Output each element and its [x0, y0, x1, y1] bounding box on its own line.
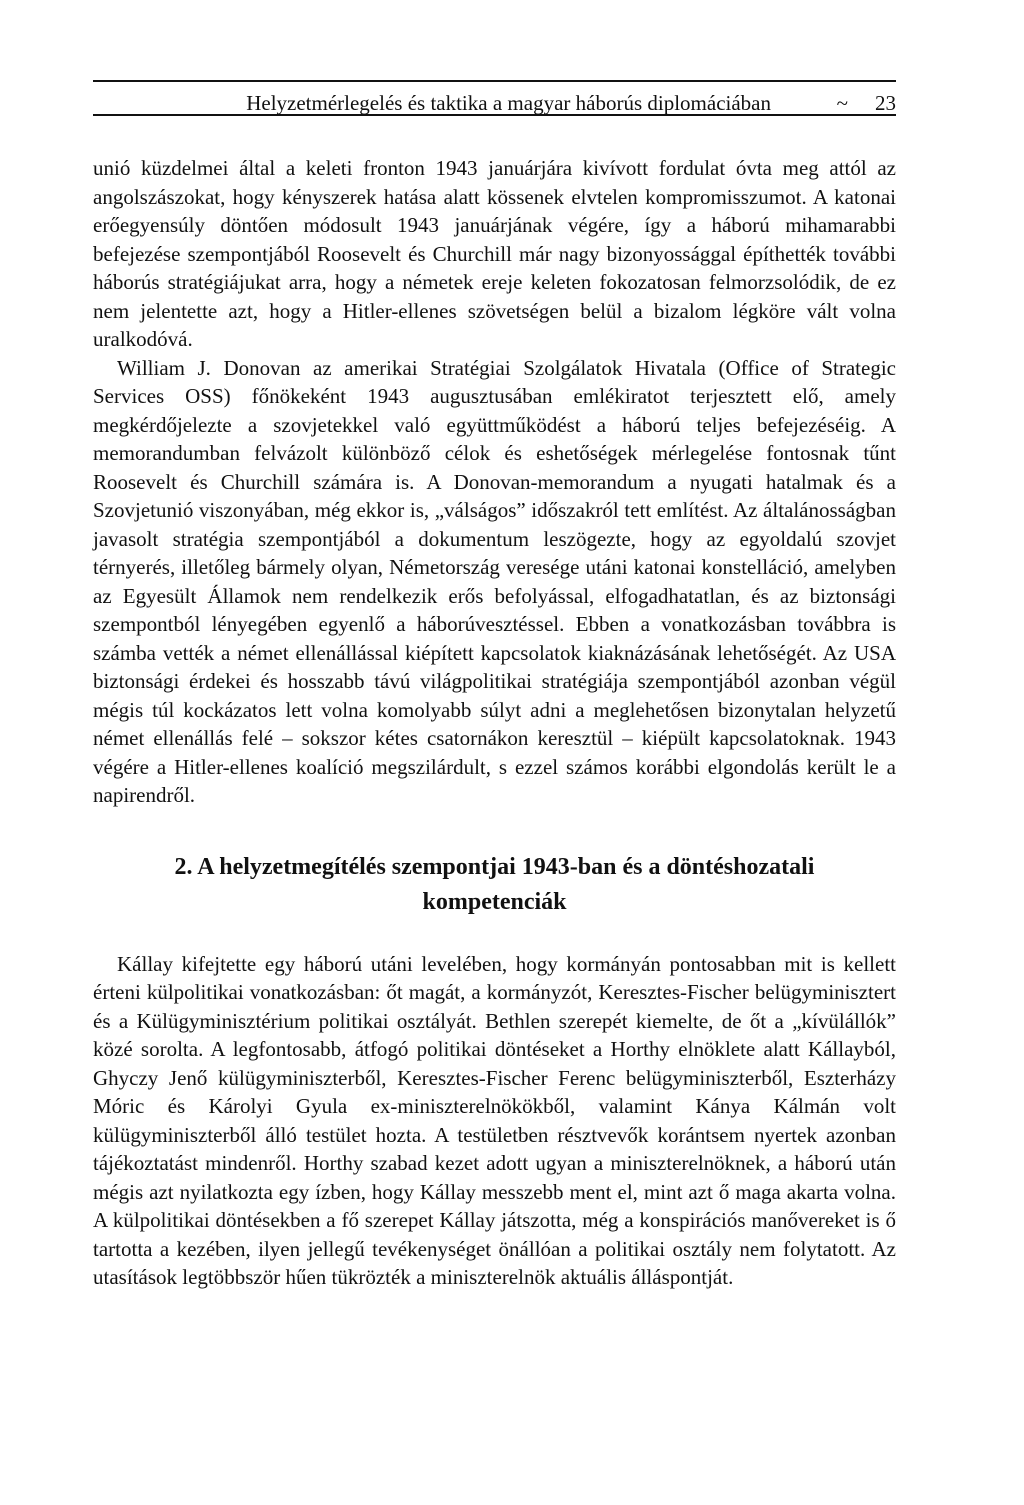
section-heading: 2. A helyzetmegítélés szempontjai 1943-ban és a döntéshozatali kompetenciák — [174, 853, 815, 915]
paragraph-1: unió küzdelmei által a keleti fronton 1943 januárjára kivívott fordulat óvta meg attól az angolszászokat, hogy kényszerek hatása alatt kössenek elvtelen kompromisszumot. A katonai erőegyensúly döntően módosult 1943 januárjának végére, így a háború mihamarabbi befejezése szempontjából Roosevelt és Churchill már nagy bizonyossággal építhették további háborús stratégiájukat arra, hogy a németek ereje keleten fokozatosan felmorzsolódik, de ez nem jelentette azt, hogy a Hitler-ellenes szövetségen belül a bizalom légköre vált volna uralkodóvá. — [93, 156, 896, 351]
body-text — [93, 154, 896, 1292]
page-number: 23 — [875, 91, 896, 115]
paragraph-2: William J. Donovan az amerikai Stratégiai Szolgálatok Hivatala (Office of Strategic Services OSS) főnökeként 1943 augusztusában emlékiratot terjesztett elő, amely megkérdőjelezte a szovjetekkel való együttműködést a háború teljes befejezéséig. A memorandumban felvázolt különböző célok és eshetőségek mérlegelése fontosnak tűnt Roosevelt és Churchill számára is. A Donovan-memorandum a nyugati hatalmak és a Szovjetunió viszonyában, még ekkor is, „válságos” időszakról tett említést. Az általánosságban javasolt stratégia szempontjából a dokumentum leszögezte, hogy az egyoldalú szovjet térnyerés, illetőleg bármely olyan, Németország veresége utáni katonai konstelláció, amelyben az Egyesült Államok nem rendelkezik erős befolyással, elfogadhatatlan, és az biztonsági szempontból lényegében egyenlő a háborúvesztéssel. Ebben a vonatkozásban továbbra is számba vették a német ellenállással kiépített kapcsolatok kiaknázásának lehetőségét. Az USA biztonsági érdekei és hosszabb távú világpolitikai stratégiája szempontjából azonban végül mégis túl kockázatos lett volna komolyabb súlyt adni a meglehetősen bizonytalan helyzetű német ellenállás felé – sokszor kétes csatornákon keresztül – kiépült kapcsolatoknak. 1943 végére a Hitler-ellenes koalíció megszilárdult, s ezzel számos korábbi elgondolás került le a napirendről. — [93, 355, 896, 807]
paragraph-3: Kállay kifejtette egy háború utáni levelében, hogy kormányán pontosabban mit is kellett érteni külpolitikai vonatkozásban: őt magát, a kormányzót, Keresztes-Fischer belügyminisztert és a Külügyminisztérium politikai osztályát. Bethlen szerepét kiemelte, de őt a „kívülállók” közé sorolta. A legfontosabb, átfogó politikai döntéseket a Horthy elnöklete alatt Kállayból, Ghyczy Jenő külügyminiszterből, Keresztes-Fischer Ferenc belügyminiszterből, Eszterházy Móric és Károlyi Gyula ex-miniszterelnökökből, valamint Kánya Kálmán volt külügyminiszterből álló testület hozta. A testületben résztvevők korántsem nyertek azonban tájékoztatást mindenről. Horthy szabad kezet adott ugyan a miniszterelnöknek, a háború után mégis azt nyilatkozta egy ízben, hogy Kállay messzebb ment el, mint azt ő maga akarta volna. A külpolitikai döntésekben a fő szerepet Kállay játszotta, még a konspirációs manővereket is ő tartotta a kezében, ilyen jellegű tevékenységet önállóan a politikai osztály nem folytatott. Az utasítások legtöbbször hűen tükrözték a miniszterelnök aktuális álláspontját. — [93, 951, 896, 1289]
running-header — [93, 80, 896, 116]
running-title: Helyzetmérlegelés és taktika a magyar háborús diplomáciában — [246, 91, 771, 115]
book-page — [93, 80, 896, 1292]
tilde-separator: ~ — [836, 91, 848, 115]
